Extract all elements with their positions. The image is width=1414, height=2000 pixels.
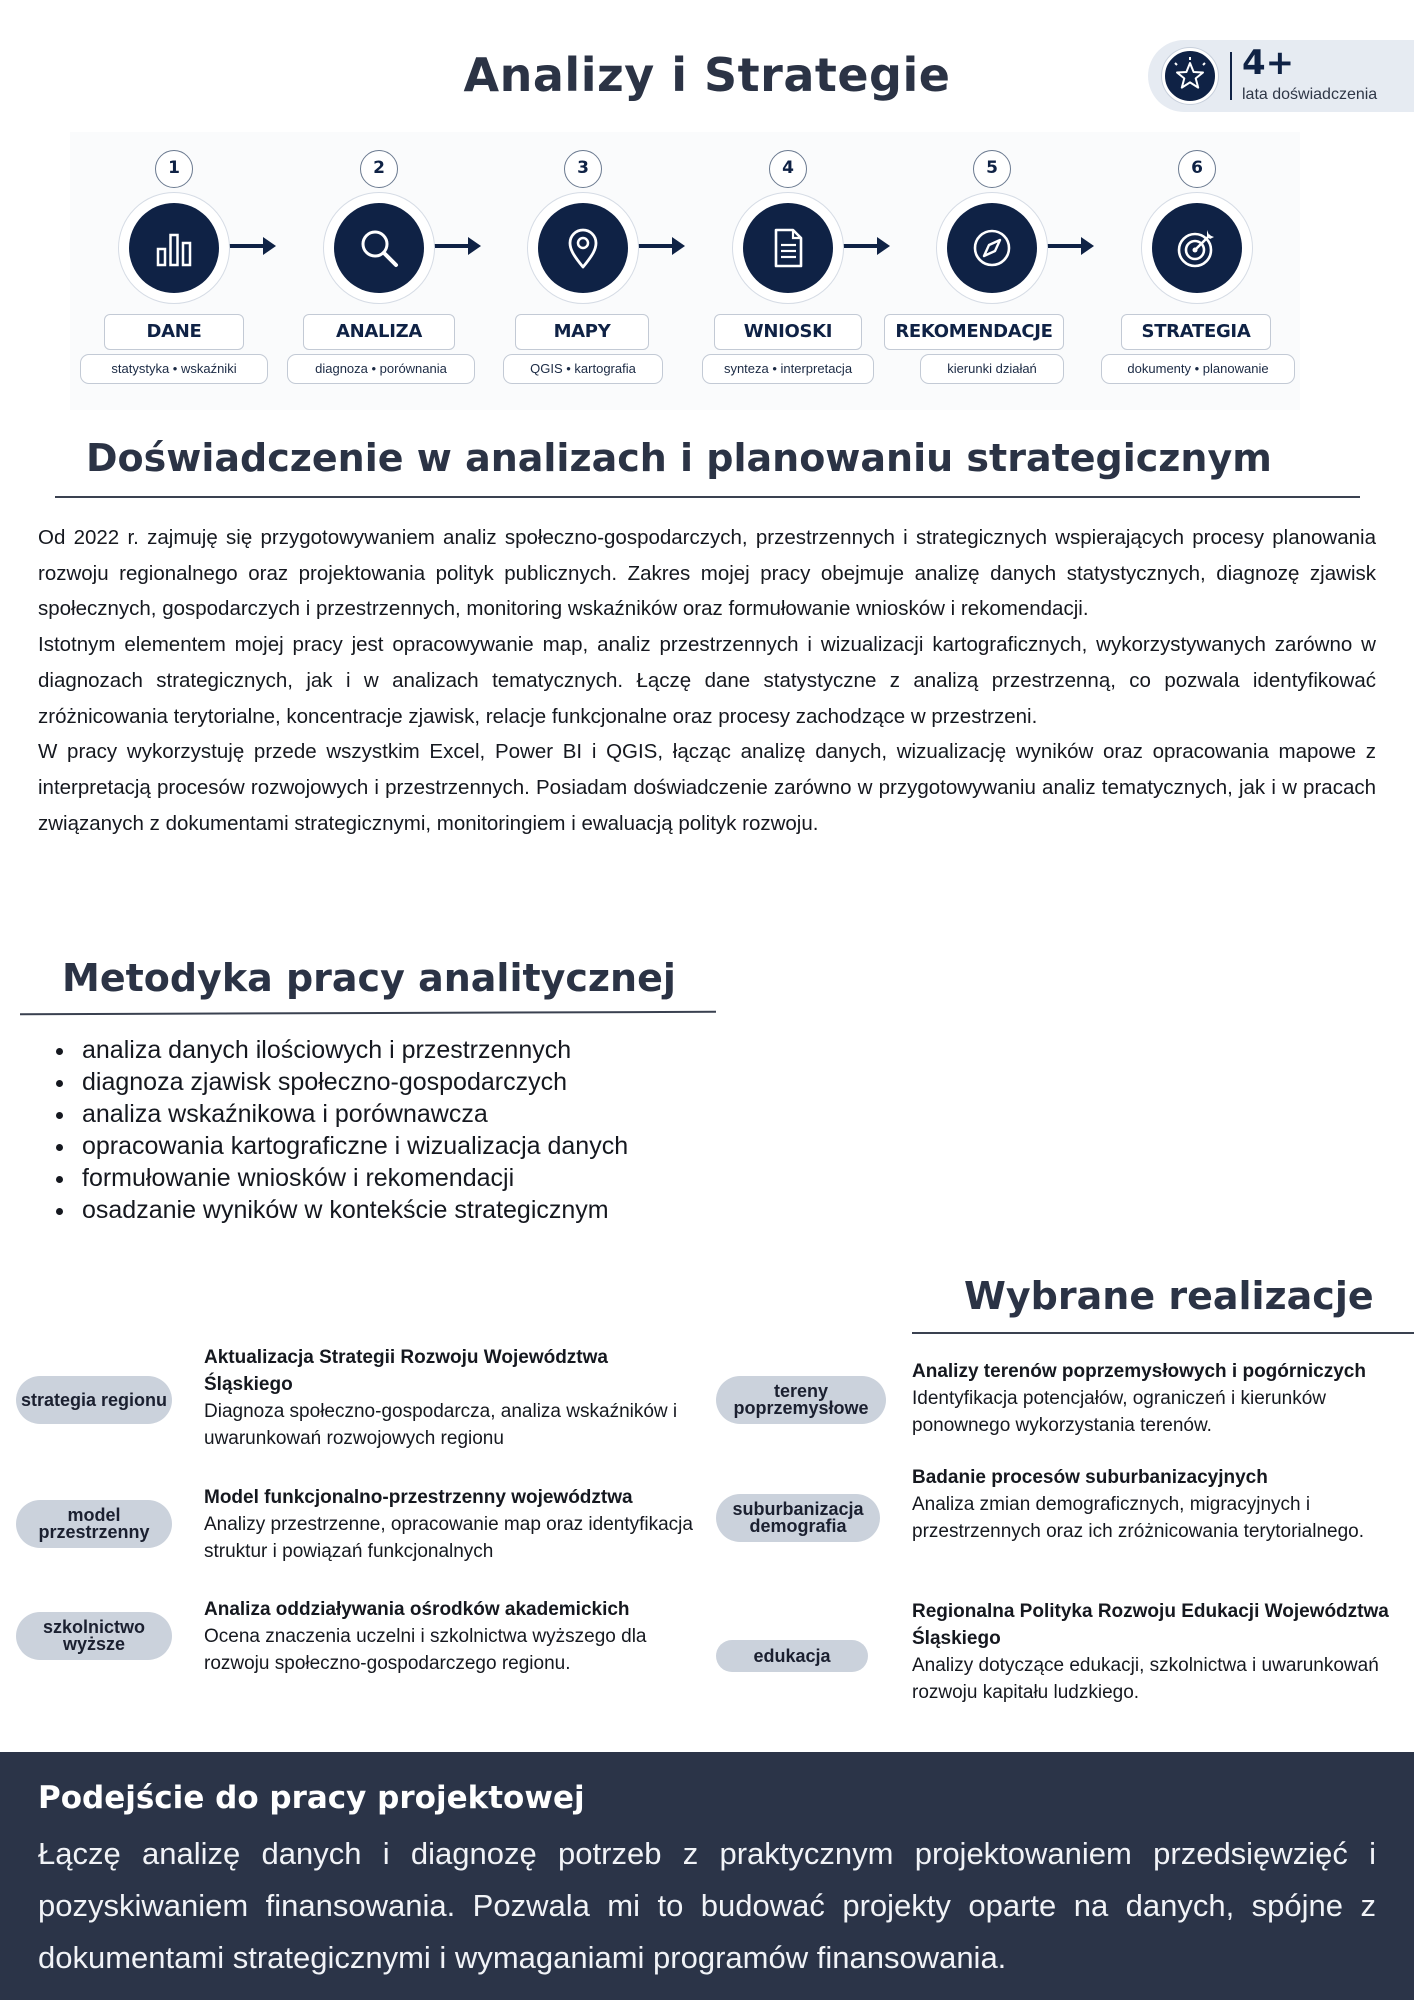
badge-divider	[1230, 52, 1232, 100]
list-item: opracowania kartograficzne i wizualizacja danych	[52, 1130, 628, 1162]
project-item	[204, 1344, 694, 1452]
project-title: Badanie procesów suburbanizacyjnych	[912, 1467, 1268, 1488]
methodology-list	[52, 1034, 628, 1226]
project-item	[204, 1484, 694, 1565]
step-label: STRATEGIA	[1121, 314, 1271, 350]
project-tag: strategia regionu	[16, 1376, 172, 1424]
step-number: 2	[360, 150, 398, 188]
step-label: ANALIZA	[303, 314, 455, 350]
step-sub: synteza • interpretacja	[702, 354, 874, 384]
project-desc: Analiza zmian demograficznych, migracyjnych i przestrzennych oraz ich zróżnicowania terytorialnego.	[912, 1494, 1364, 1542]
projects-title: Wybrane realizacje	[964, 1274, 1374, 1318]
approach-footer	[0, 1752, 1414, 2000]
experience-paragraph: Od 2022 r. zajmuję się przygotowywaniem analiz społeczno-gospodarczych, przestrzennych i strategicznych wspierających procesy planowania rozwoju regionalnego oraz projektowania polityk publicznych. Zakres mojej pracy obejmuje analizę danych statystycznych, diagnozę zjawisk społecznych, gospodarczych i przestrzennych, monitoring wskaźników oraz formułowanie wniosków i rekomendacji.	[38, 526, 1376, 621]
experience-paragraph: Istotnym elementem mojej pracy jest opracowywanie map, analiz przestrzennych i wizualizacji kartograficznych, wykorzystywanych zarówno w diagnozach strategicznych, jak i w analizach tematycznych. Łączę dane statystyczne z analizą przestrzenną, co pozwala identyfikować zróżnicowania terytorialne, koncentracje zjawisk, relacje funkcjonalne oraz procesy zachodzące w przestrzeni.	[38, 633, 1376, 728]
step-sub: kierunki działań	[920, 354, 1064, 384]
document-icon	[765, 225, 811, 271]
project-tag: tereny poprzemysłowe	[716, 1376, 886, 1424]
process-step-dane	[70, 132, 280, 410]
methodology-title: Metodyka pracy analitycznej	[62, 956, 676, 1000]
compass-icon	[969, 225, 1015, 271]
badge-value: 4+	[1242, 43, 1295, 83]
star-icon	[1162, 48, 1218, 104]
step-number: 5	[973, 150, 1011, 188]
step-sub: statystyka • wskaźniki	[80, 354, 268, 384]
step-label: DANE	[104, 314, 244, 350]
step-sub: QGIS • kartografia	[503, 354, 663, 384]
project-desc: Analizy przestrzenne, opracowanie map oraz identyfikacja struktur i powiązań funkcjonalnych	[204, 1514, 693, 1562]
map-pin-icon	[560, 225, 606, 271]
process-diagram	[70, 132, 1300, 410]
badge-caption: lata doświadczenia	[1242, 86, 1378, 103]
search-icon	[356, 225, 402, 271]
experience-paragraph: W pracy wykorzystuję przede wszystkim Excel, Power BI i QGIS, łącząc analizę danych, wizualizację wyników oraz opracowania mapowe z interpretacją procesów rozwojowych i przestrzennych. Posiadam doświadczenie zarówno w przygotowywaniu analiz tematycznych, jak i w pracach związanych z dokumentami strategicznymi, monitoringiem i ewaluacją polityk rozwoju.	[38, 740, 1376, 835]
process-step-rekomendacje	[888, 132, 1098, 410]
project-tag: suburbanizacja demografia	[716, 1494, 880, 1542]
project-title: Analiza oddziaływania ośrodków akademickich	[204, 1599, 630, 1620]
experience-title: Doświadczenie w analizach i planowaniu strategicznym	[86, 436, 1272, 480]
step-number: 1	[155, 150, 193, 188]
project-title: Regionalna Polityka Rozwoju Edukacji Województwa Śląskiego	[912, 1601, 1389, 1649]
project-title: Aktualizacja Strategii Rozwoju Województwa Śląskiego	[204, 1347, 608, 1395]
project-desc: Ocena znaczenia uczelni i szkolnictwa wyższego dla rozwoju społeczno-gospodarczego regionu.	[204, 1626, 647, 1674]
section-rule	[55, 496, 1360, 498]
list-item: osadzanie wyników w kontekście strategicznym	[52, 1194, 628, 1226]
step-sub: diagnoza • porównania	[287, 354, 475, 384]
step-label: REKOMENDACJE	[884, 314, 1064, 350]
project-desc: Diagnoza społeczno-gospodarcza, analiza wskaźników i uwarunkowań rozwojowych regionu	[204, 1401, 678, 1449]
project-item	[912, 1598, 1392, 1706]
project-tag: model przestrzenny	[16, 1500, 172, 1548]
list-item: analiza wskaźnikowa i porównawcza	[52, 1098, 628, 1130]
step-label: WNIOSKI	[714, 314, 862, 350]
experience-text	[38, 520, 1376, 841]
step-number: 3	[564, 150, 602, 188]
project-tag: szkolnictwo wyższe	[16, 1612, 172, 1660]
footer-text: Łączę analizę danych i diagnozę potrzeb z praktycznym projektowaniem przedsięwzięć i pozyskiwaniem finansowania. Pozwala mi to budować projekty oparte na danych, spójne z dokumentami strategicznymi i wymaganiami programów finansowania.	[38, 1836, 1376, 1975]
target-icon	[1174, 225, 1220, 271]
list-item: formułowanie wniosków i rekomendacji	[52, 1162, 628, 1194]
project-desc: Identyfikacja potencjałów, ograniczeń i kierunków ponownego wykorzystania terenów.	[912, 1388, 1327, 1436]
list-item: analiza danych ilościowych i przestrzennych	[52, 1034, 628, 1066]
page-title: Analizy i Strategie	[463, 48, 951, 102]
footer-title: Podejście do pracy projektowej	[38, 1780, 585, 1816]
step-number: 4	[769, 150, 807, 188]
section-rule	[20, 1011, 716, 1015]
project-desc: Analizy dotyczące edukacji, szkolnictwa i uwarunkowań rozwoju kapitału ludzkiego.	[912, 1655, 1379, 1703]
process-step-wnioski	[684, 132, 894, 410]
process-step-mapy	[479, 132, 689, 410]
experience-badge	[1148, 40, 1414, 112]
bar-chart-icon	[151, 225, 197, 271]
process-step-strategia	[1093, 132, 1303, 410]
process-step-analiza	[275, 132, 485, 410]
project-item	[912, 1358, 1392, 1439]
project-title: Model funkcjonalno-przestrzenny województwa	[204, 1487, 633, 1508]
section-rule	[912, 1332, 1414, 1334]
step-sub: dokumenty • planowanie	[1101, 354, 1295, 384]
step-label: MAPY	[515, 314, 649, 350]
list-item: diagnoza zjawisk społeczno-gospodarczych	[52, 1066, 628, 1098]
project-title: Analizy terenów poprzemysłowych i pogórniczych	[912, 1361, 1366, 1382]
project-item	[204, 1596, 694, 1677]
step-number: 6	[1178, 150, 1216, 188]
project-item	[912, 1464, 1392, 1545]
project-tag: edukacja	[716, 1640, 868, 1672]
